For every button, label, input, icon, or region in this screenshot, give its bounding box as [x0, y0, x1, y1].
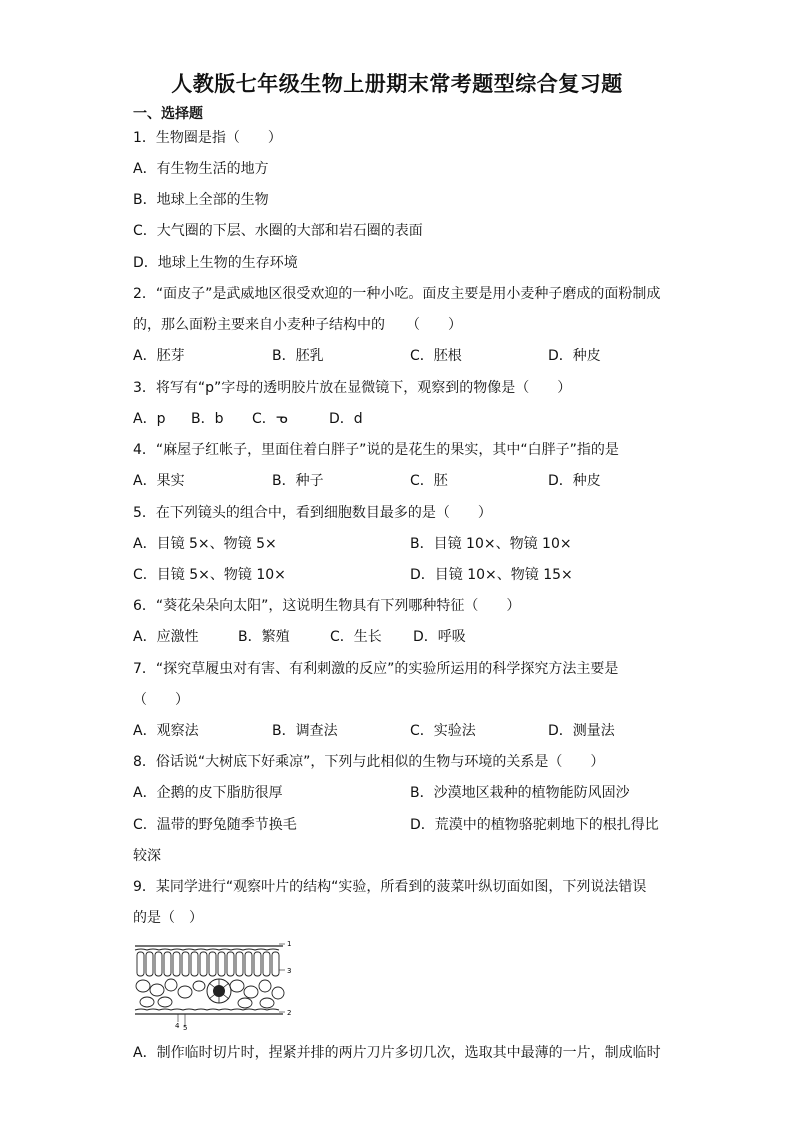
question-3-option-b: B．b [191, 411, 224, 427]
question-8-stem: 8．俗话说“大树底下好乘凉”，下列与此相似的生物与环境的关系是（ ） [133, 754, 605, 770]
question-6-option-b: B．繁殖 [238, 629, 290, 645]
question-1-option-c: C．大气圈的下层、水圈的大部和岩石圈的表面 [133, 223, 423, 239]
question-8-option-a: A．企鹅的皮下脂肪很厚 [133, 785, 283, 801]
question-1-option-d: D．地球上生物的生存环境 [133, 255, 298, 271]
question-5-stem: 5．在下列镜头的组合中，看到细胞数目最多的是（ ） [133, 505, 492, 521]
question-2-option-c: C．胚根 [410, 348, 462, 364]
question-7-option-d: D．测量法 [548, 723, 615, 739]
question-5-option-d: D．目镜 10×、物镜 15× [410, 567, 573, 583]
question-1-option-a: A．有生物生活的地方 [133, 161, 269, 177]
question-2-option-b: B．胚乳 [272, 348, 324, 364]
question-4-option-a: A．果实 [133, 473, 185, 489]
question-7-option-c: C．实验法 [410, 723, 476, 739]
figure-label-2: 2 [287, 1009, 292, 1017]
question-6-option-d: D．呼吸 [413, 629, 466, 645]
question-2-stem-line2: 的，那么面粉主要来自小麦种子结构中的 （ ） [133, 317, 462, 333]
question-8-option-d-continued: 较深 [133, 848, 161, 864]
question-8-option-b: B．沙漠地区栽种的植物能防风固沙 [410, 785, 630, 801]
question-2-stem-line1: 2．“面皮子”是武威地区很受欢迎的一种小吃。面皮主要是用小麦种子磨成的面粉制成 [133, 286, 661, 302]
page-title: 人教版七年级生物上册期末常考题型综合复习题 [171, 72, 623, 96]
question-9-stem-line2: 的是（ ） [133, 910, 203, 926]
figure-label-1: 1 [287, 940, 292, 948]
figure-label-4: 4 [175, 1022, 180, 1030]
figure-label-5: 5 [183, 1024, 188, 1030]
question-4-option-d: D．种皮 [548, 473, 601, 489]
question-6-option-a: A．应激性 [133, 629, 199, 645]
question-1-stem: 1．生物圈是指（ ） [133, 130, 282, 146]
question-8-option-d: D．荒漠中的植物骆驼刺地下的根扎得比 [410, 817, 659, 833]
question-9-option-a: A．制作临时切片时，捏紧并排的两片刀片多切几次，选取其中最薄的一片，制成临时 [133, 1045, 661, 1061]
question-6-stem: 6．“葵花朵朵向太阳”，这说明生物具有下列哪种特征（ ） [133, 598, 521, 614]
question-7-option-b: B．调查法 [272, 723, 338, 739]
question-8-option-c: C．温带的野兔随季节换毛 [133, 817, 297, 833]
question-4-option-c: C．胚 [410, 473, 448, 489]
question-5-option-b: B．目镜 10×、物镜 10× [410, 536, 572, 552]
question-7-stem-line1: 7．“探究草履虫对有害、有利刺激的反应”的实验所运用的科学探究方法主要是 [133, 661, 619, 677]
question-7-stem-line2: （ ） [133, 692, 189, 708]
question-6-option-c: C．生长 [330, 629, 382, 645]
question-3-option-a: A．p [133, 411, 166, 427]
section-heading: 一、选择题 [133, 106, 203, 122]
question-2-option-d: D．种皮 [548, 348, 601, 364]
question-4-option-b: B．种子 [272, 473, 324, 489]
question-1-option-b: B．地球上全部的生物 [133, 192, 269, 208]
question-3-option-c: C．ᓀ [252, 411, 288, 427]
question-3-option-d: D．d [329, 411, 363, 427]
question-7-option-a: A．观察法 [133, 723, 199, 739]
question-5-option-c: C．目镜 5×、物镜 10× [133, 567, 286, 583]
question-9-stem-line1: 9．某同学进行“观察叶片的结构“实验，所看到的菠菜叶纵切面如图，下列说法错误 [133, 879, 647, 895]
question-2-option-a: A．胚芽 [133, 348, 185, 364]
figure-label-3: 3 [287, 967, 292, 975]
question-4-stem: 4．“麻屋子红帐子，里面住着白胖子”说的是花生的果实，其中“白胖子”指的是 [133, 442, 619, 458]
question-5-option-a: A．目镜 5×、物镜 5× [133, 536, 277, 552]
leaf-cross-section-figure [133, 938, 293, 1030]
question-3-stem: 3．将写有“p”字母的透明胶片放在显微镜下，观察到的物像是（ ） [133, 380, 572, 396]
